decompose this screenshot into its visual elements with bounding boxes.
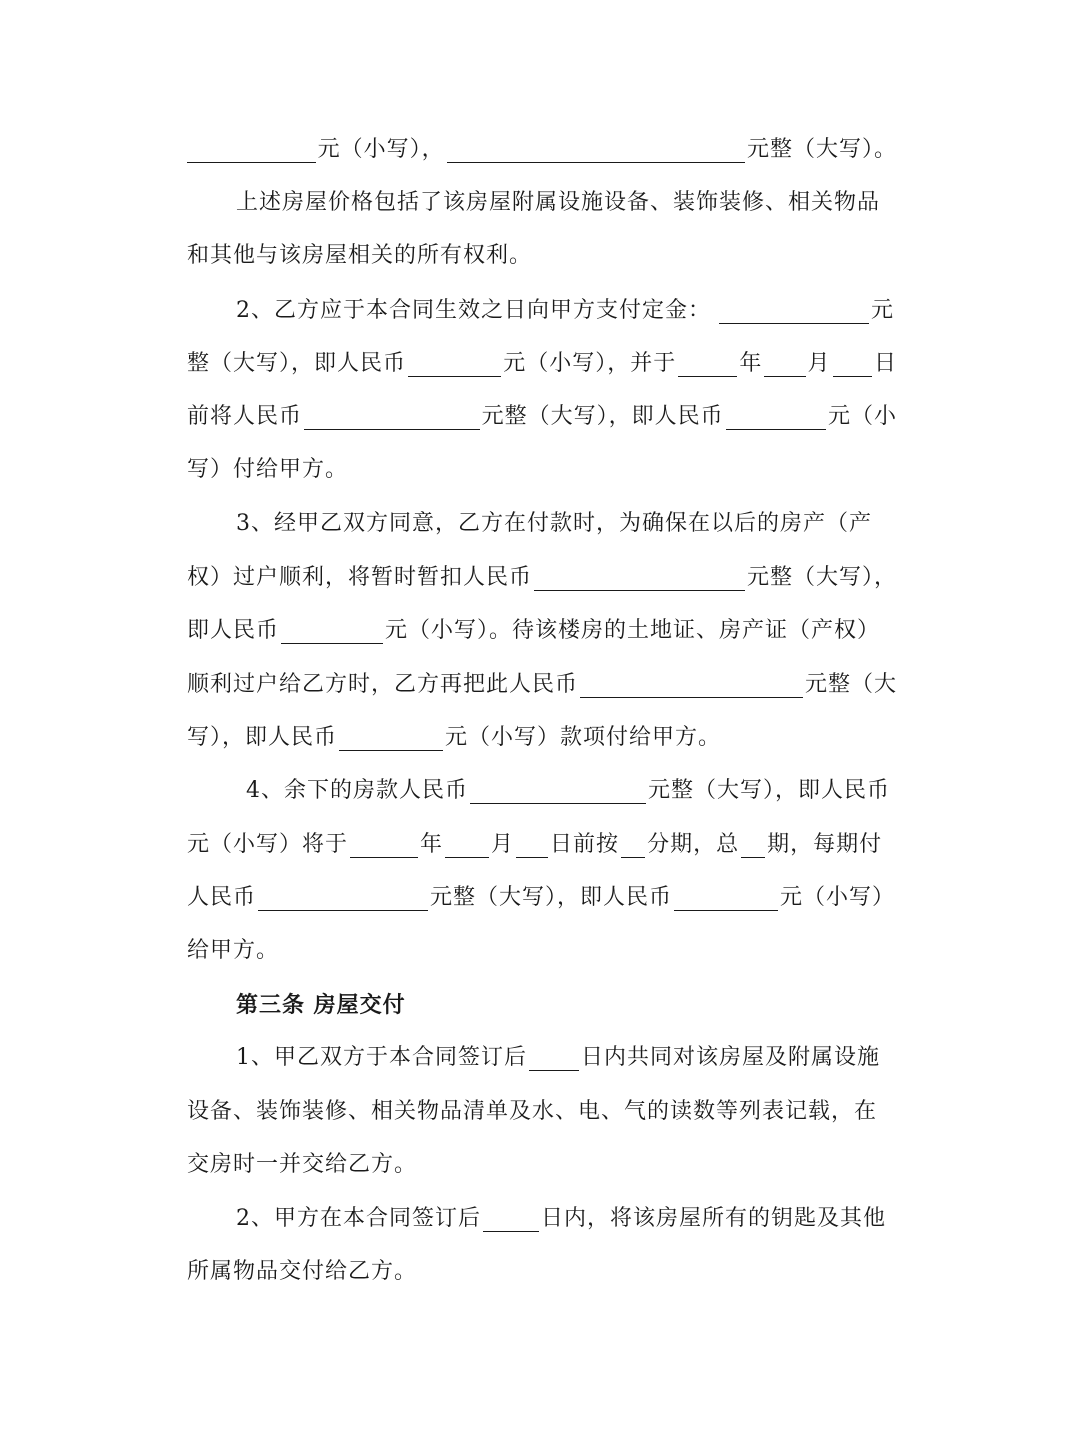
price-line-3 xyxy=(187,236,897,276)
article3-item1-line-1 xyxy=(236,1038,897,1078)
paragraph-text: 年 xyxy=(739,351,763,376)
blank-field xyxy=(483,1207,539,1232)
paragraph-text: 2、甲方在本合同签订后 xyxy=(236,1206,481,1231)
clause3-line-1 xyxy=(236,504,897,544)
blank-field xyxy=(350,833,418,858)
article3-item1-line-3 xyxy=(187,1145,897,1185)
clause4-line-1 xyxy=(246,771,897,811)
blank-field xyxy=(621,833,645,858)
paragraph-text: 日 xyxy=(873,351,897,376)
clause3-line-4 xyxy=(187,665,897,705)
paragraph-text: 期，每期付 xyxy=(767,832,883,857)
blank-field xyxy=(529,1046,579,1071)
paragraph-text: 前将人民币 xyxy=(187,404,303,429)
paragraph-text: 4、余下的房款人民币 xyxy=(246,778,468,803)
blank-field xyxy=(764,352,805,377)
clause2-line-4 xyxy=(187,450,897,490)
paragraph-text: 日内共同对该房屋及附属设施 xyxy=(581,1045,881,1070)
paragraph-text: 权）过户顺利，将暂时暂扣人民币 xyxy=(187,565,533,590)
paragraph-text: 元整（大写），即人民币 xyxy=(430,885,673,910)
paragraph-text: 3、经甲乙双方同意，乙方在付款时，为确保在以后的房产（产 xyxy=(236,511,872,536)
section-heading: 第三条 房屋交付 xyxy=(236,992,406,1018)
clause2-line-3 xyxy=(187,397,897,437)
clause3-line-5 xyxy=(187,718,897,758)
price-line-1 xyxy=(187,130,897,170)
price-big-unit: 元整（大写）。 xyxy=(746,137,897,162)
paragraph-text: 元 xyxy=(871,298,895,323)
blank-field xyxy=(304,405,480,430)
paragraph-text: 元（小写）款项付给甲方。 xyxy=(445,725,722,750)
article3-item1-line-2 xyxy=(187,1092,897,1132)
clause3-line-3 xyxy=(187,611,897,651)
blank-field xyxy=(516,833,548,858)
paragraph-text: 顺利过户给乙方时，乙方再把此人民币 xyxy=(187,672,579,697)
paragraph-text: 月 xyxy=(491,832,515,857)
blank-field xyxy=(447,138,745,163)
blank-field xyxy=(408,352,501,377)
article3-item2-line-1 xyxy=(236,1199,897,1239)
paragraph-text: 写）付给甲方。 xyxy=(187,457,349,482)
paragraph-text: 人民币 xyxy=(187,885,257,910)
paragraph-text: 即人民币 xyxy=(187,618,280,643)
paragraph-text: 元整（大 xyxy=(804,672,897,697)
clause4-line-2 xyxy=(187,825,897,865)
article3-heading xyxy=(236,985,897,1025)
article3-item2-line-2 xyxy=(187,1252,897,1292)
paragraph-text: 元（小写）。待该楼房的土地证、房产证（产权） xyxy=(385,618,881,643)
paragraph-text: 月 xyxy=(807,351,831,376)
paragraph-text: 整（大写），即人民币 xyxy=(187,351,407,376)
paragraph-text: 元（小写） xyxy=(780,885,896,910)
blank-field xyxy=(187,138,316,163)
clause4-line-4 xyxy=(187,931,897,971)
paragraph-text: 所属物品交付给乙方。 xyxy=(187,1259,418,1284)
clause4-line-3 xyxy=(187,878,897,918)
paragraph-text: 和其他与该房屋相关的所有权利。 xyxy=(187,243,533,268)
blank-field xyxy=(339,726,443,751)
blank-field xyxy=(258,886,428,911)
paragraph-text: 元（小写），并于 xyxy=(503,351,677,376)
paragraph-text: 2、乙方应于本合同生效之日向甲方支付定金： xyxy=(236,298,711,323)
blank-field xyxy=(726,405,826,430)
paragraph-text: 上述房屋价格包括了该房屋附属设施设备、装饰装修、相关物品 xyxy=(236,190,881,215)
paragraph-text: 元（小写）将于 xyxy=(187,832,349,857)
paragraph-text: 元整（大写）， xyxy=(746,565,897,590)
blank-field xyxy=(445,833,489,858)
paragraph-text: 日内，将该房屋所有的钥匙及其他 xyxy=(541,1206,887,1231)
paragraph-text: 1、甲乙双方于本合同签订后 xyxy=(236,1045,527,1070)
blank-field xyxy=(281,619,383,644)
paragraph-text: 分期，总 xyxy=(647,832,740,857)
paragraph-text: 元整（大写），即人民币 xyxy=(648,778,891,803)
paragraph-text: 写），即人民币 xyxy=(187,725,338,750)
paragraph-text: 元（小 xyxy=(827,404,897,429)
blank-field xyxy=(719,299,869,324)
price-small-unit: 元（小写）， xyxy=(317,137,445,162)
paragraph-text: 日前按 xyxy=(550,832,620,857)
blank-field xyxy=(678,352,737,377)
blank-field xyxy=(580,673,803,698)
blank-field xyxy=(534,566,745,591)
blank-field xyxy=(741,833,765,858)
clause3-line-2 xyxy=(187,558,897,598)
blank-field xyxy=(674,886,778,911)
paragraph-text: 年 xyxy=(420,832,444,857)
paragraph-text: 元整（大写），即人民币 xyxy=(481,404,724,429)
blank-field xyxy=(833,352,872,377)
clause2-line-2 xyxy=(187,344,897,384)
blank-field xyxy=(470,779,646,804)
paragraph-text: 给甲方。 xyxy=(187,938,280,963)
price-line-2 xyxy=(236,183,897,223)
clause2-line-1 xyxy=(236,291,897,331)
paragraph-text: 设备、装饰装修、相关物品清单及水、电、气的读数等列表记载，在 xyxy=(187,1099,878,1124)
paragraph-text: 交房时一并交给乙方。 xyxy=(187,1152,418,1177)
